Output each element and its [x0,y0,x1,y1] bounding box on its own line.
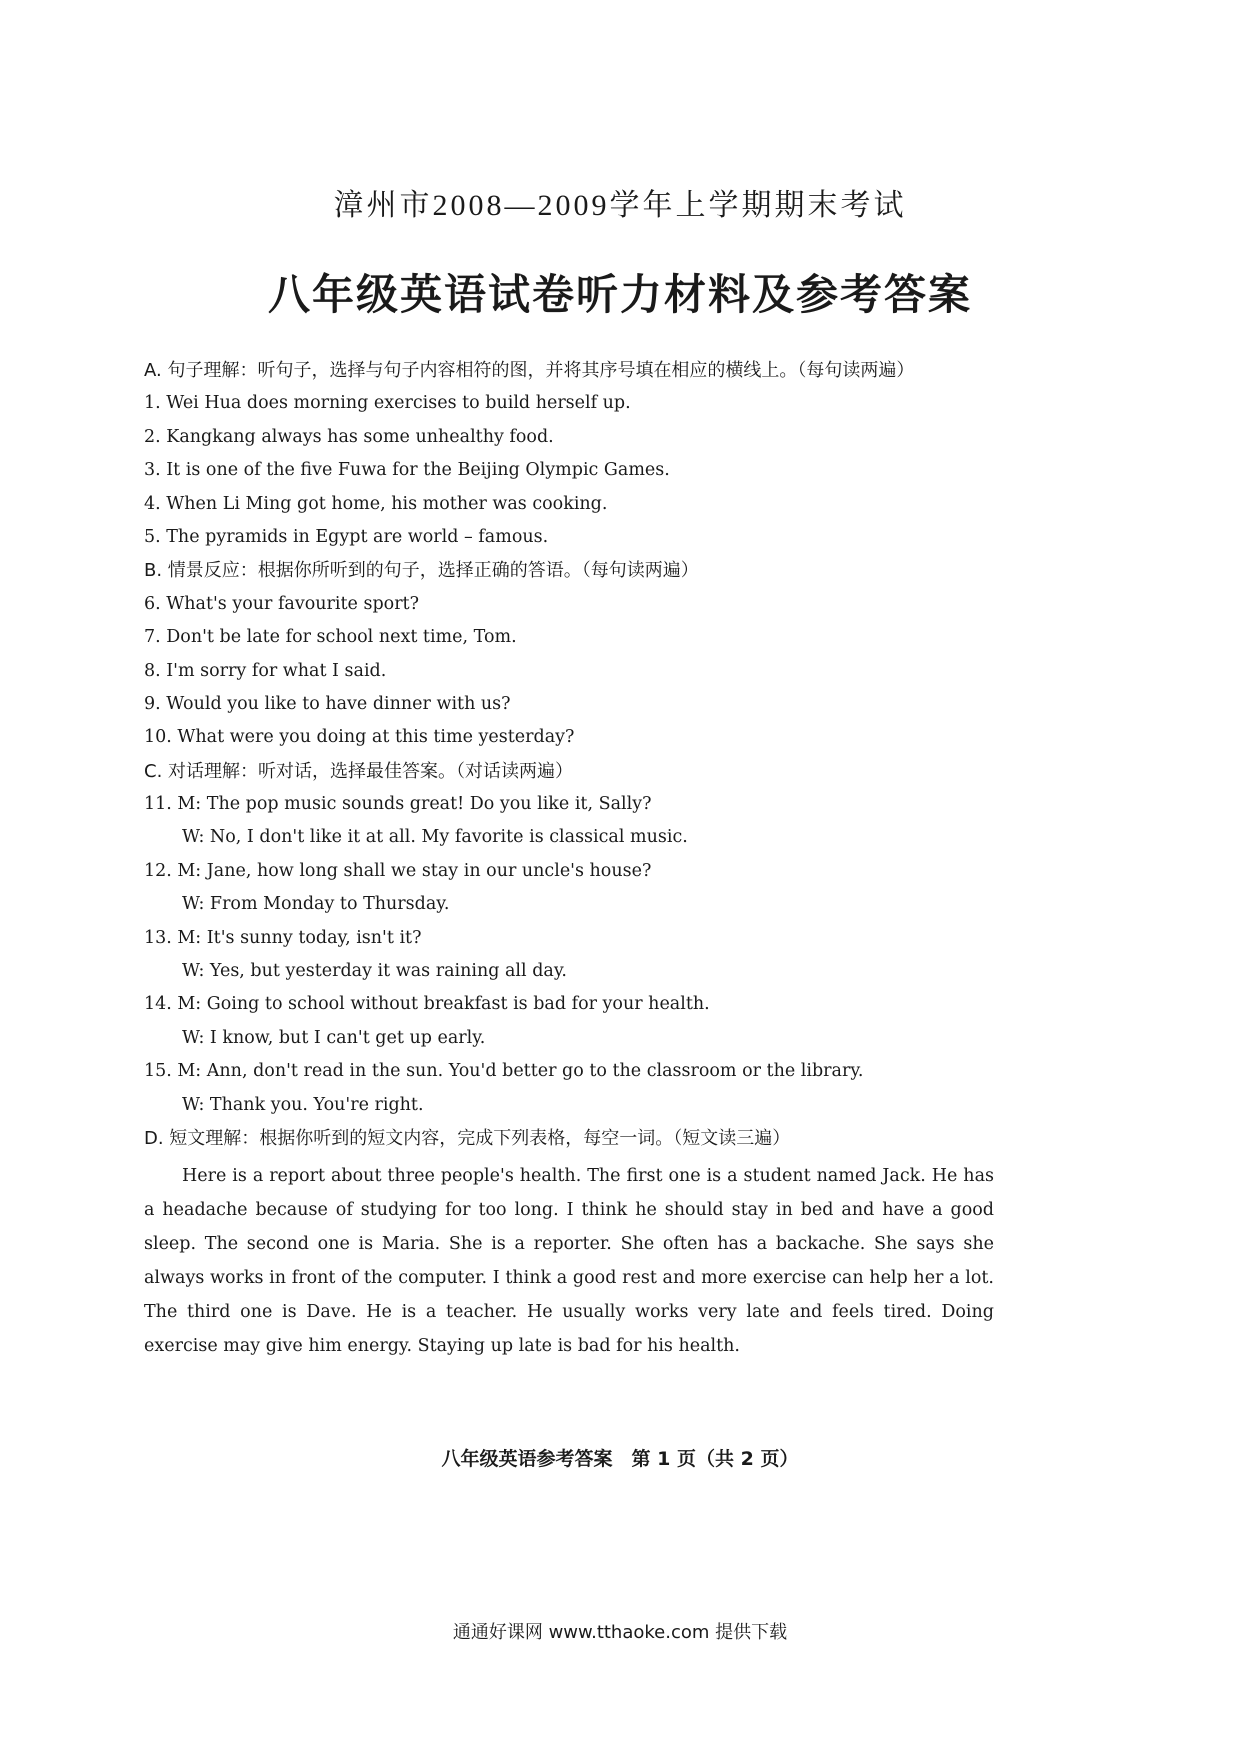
dialogue-15-woman: W: Thank you. You're right. [182,1094,424,1115]
dialogue-11-woman: W: No, I don't like it at all. My favorite is classical music. [182,827,688,848]
section-b-item-8: 8. I'm sorry for what I said. [144,660,387,681]
section-b-heading: B. 情景反应：根据你所听到的句子，选择正确的答语。（每句读两遍） [144,560,699,582]
dialogue-14-man: 14. M: Going to school without breakfast is bad for your health. [144,994,710,1015]
page-number-label: 八年级英语参考答案 第 1 页（共 2 页） [441,1448,799,1470]
section-a-heading: A. 句子理解：听句子，选择与句子内容相符的图，并将其序号填在相应的横线上。（每句读两遍） [144,360,915,381]
section-a-item-5: 5. The pyramids in Egypt are world – famous. [144,526,549,547]
section-a-item-4: 4. When Li Ming got home, his mother was cooking. [144,493,608,514]
document-subtitle: 八年级英语试卷听力材料及参考答案 [267,270,972,319]
section-b-item-9: 9. Would you like to have dinner with us? [144,693,511,714]
dialogue-12-man: 12. M: Jane, how long shall we stay in our uncle's house? [144,860,652,881]
section-a-item-1: 1. Wei Hua does morning exercises to build herself up. [144,393,631,414]
section-a-item-2: 2. Kangkang always has some unhealthy food. [144,426,554,447]
dialogue-15-man: 15. M: Ann, don't read in the sun. You'd better go to the classroom or the library. [144,1061,864,1082]
section-a-item-3: 3. It is one of the five Fuwa for the Beijing Olympic Games. [144,460,670,481]
dialogue-12-woman: W: From Monday to Thursday. [182,894,450,915]
dialogue-13-man: 13. M: It's sunny today, isn't it? [144,927,422,948]
section-d-heading: D. 短文理解：根据你听到的短文内容，完成下列表格，每空一词。（短文读三遍） [144,1128,791,1149]
dialogue-13-woman: W: Yes, but yesterday it was raining all day. [182,961,567,982]
source-footer: 通通好课网 www.tthaoke.com 提供下载 [452,1622,788,1643]
dialogue-11-man: 11. M: The pop music sounds great! Do you like it, Sally? [144,794,652,815]
section-b-item-10: 10. What were you doing at this time yesterday? [144,727,575,748]
section-c-heading: C. 对话理解：听对话，选择最佳答案。（对话读两遍） [144,760,574,782]
document-body [144,354,994,1363]
dialogue-14-woman: W: I know, but I can't get up early. [182,1027,486,1048]
section-d-passage: Here is a report about three people's health. The first one is a student named Jack. He has a headache because of studying for too long. I think he should stay in bed and have a good sleep. The second one is Maria. She is a reporter. She often has a backache. She says she always works in front of the computer. I think a good rest and more exercise can help her a lot. The third one is Dave. He is a teacher. He usually works very late and feels tired. Doing exercise may give him energy. Staying up late is bad for his health. [144,1166,994,1357]
section-b-item-6: 6. What's your favourite sport? [144,593,419,614]
exam-title: 漳州市2008—2009学年上学期期末考试 [333,189,907,222]
section-b-item-7: 7. Don't be late for school next time, Tom. [144,627,517,648]
